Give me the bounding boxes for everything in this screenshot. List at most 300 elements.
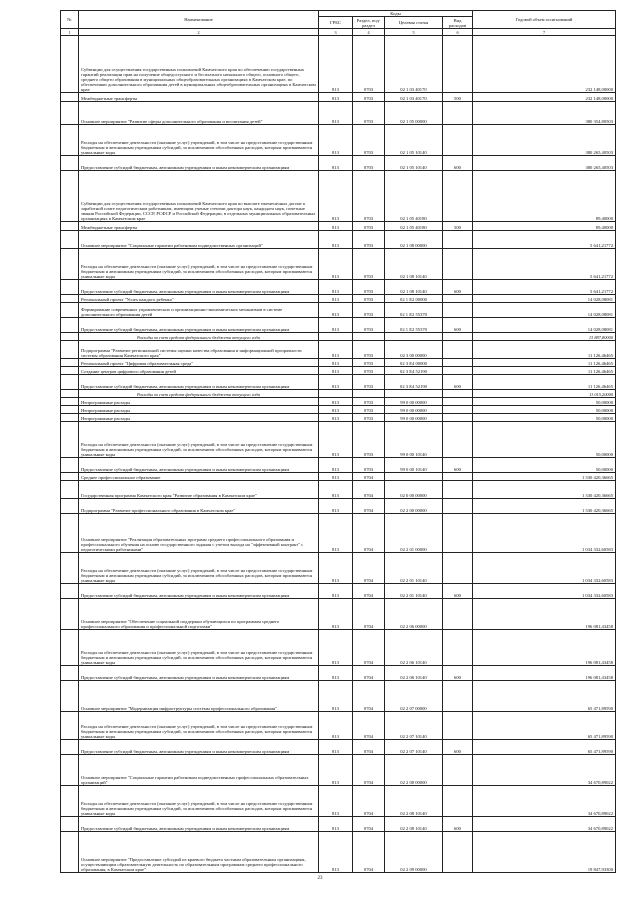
table-row bbox=[61, 422, 616, 458]
cell-kind bbox=[443, 630, 473, 666]
cell-kind bbox=[443, 599, 473, 630]
cell-amount: 14 028,08081 bbox=[473, 303, 616, 318]
cell-amount: 11 126,46465 bbox=[473, 367, 616, 375]
cell-amount: 11 126,46465 bbox=[473, 359, 616, 367]
cell-grbs: 813 bbox=[319, 499, 353, 514]
cell-amount: 89,40000 bbox=[473, 171, 616, 222]
cell-section: 0704 bbox=[353, 584, 385, 599]
cell-amount: 19 847,93300 bbox=[473, 832, 616, 873]
cell-section bbox=[353, 390, 385, 398]
cell-target: 02 2 08 00000 bbox=[385, 755, 443, 786]
cell-section: 0703 bbox=[353, 422, 385, 458]
cell-target: 02 1 08 10140 bbox=[385, 249, 443, 280]
cell-kind: 600 bbox=[443, 156, 473, 171]
cell-amount: 1 330 420,36665 bbox=[473, 499, 616, 514]
cell-grbs: 813 bbox=[319, 630, 353, 666]
cell-kind bbox=[443, 832, 473, 873]
cell-grbs: 813 bbox=[319, 553, 353, 584]
cell-grbs: 813 bbox=[319, 599, 353, 630]
cell-section: 0704 bbox=[353, 599, 385, 630]
cell-target: 02 2 09 00000 bbox=[385, 832, 443, 873]
cell-grbs: 813 bbox=[319, 414, 353, 422]
cell-target bbox=[385, 473, 443, 481]
cell-name: Непрограммные расходы bbox=[79, 414, 319, 422]
cell-kind bbox=[443, 514, 473, 553]
table-row bbox=[61, 406, 616, 414]
cell-amount: 13 887,80000 bbox=[473, 333, 616, 341]
cell-grbs: 813 bbox=[319, 231, 353, 249]
cell-section: 0704 bbox=[353, 817, 385, 832]
cell-kind: 600 bbox=[443, 375, 473, 390]
header-name: Наименование bbox=[79, 11, 319, 29]
cell-grbs: 813 bbox=[319, 817, 353, 832]
cell-amount: 50,00000 bbox=[473, 414, 616, 422]
table-row bbox=[61, 398, 616, 406]
cell-name: Предоставление субсидий бюджетным, автономным учреждениям и иным некоммерческим организациям bbox=[79, 666, 319, 681]
table-row bbox=[61, 295, 616, 303]
cell-section: 0703 bbox=[353, 156, 385, 171]
cell-name: Предоставление субсидий бюджетным, автономным учреждениям и иным некоммерческим организациям bbox=[79, 458, 319, 473]
cell-name: Предоставление субсидий бюджетным, автономным учреждениям и иным некоммерческим организациям bbox=[79, 584, 319, 599]
cell-section: 0704 bbox=[353, 832, 385, 873]
cell-no bbox=[61, 102, 79, 125]
header-no: № bbox=[61, 11, 79, 29]
cell-name: Расходы на обеспечение деятельности (оказание услуг) учреждений, в том числе на предоставление государственным бюджетным и автономным учреждениям субсидий, за исключением обособленных расходов, которым присваиваются уникальные коды bbox=[79, 422, 319, 458]
cell-grbs: 813 bbox=[319, 36, 353, 93]
cell-no bbox=[61, 473, 79, 481]
cell-target: 02 0 00 00000 bbox=[385, 481, 443, 499]
budget-table-sheet bbox=[60, 10, 615, 873]
table-row bbox=[61, 367, 616, 375]
cell-target: 02 1 05 10140 bbox=[385, 156, 443, 171]
cell-kind: 600 bbox=[443, 280, 473, 295]
cell-grbs: 813 bbox=[319, 318, 353, 333]
table-row bbox=[61, 630, 616, 666]
cell-no bbox=[61, 458, 79, 473]
cell-name: Государственная программа Камчатского края "Развитие образования в Камчатском крае" bbox=[79, 481, 319, 499]
cell-kind: 600 bbox=[443, 740, 473, 755]
cell-name: Межбюджетные трансферты bbox=[79, 93, 319, 102]
cell-target: 02 2 07 10140 bbox=[385, 712, 443, 740]
cell-section: 0703 bbox=[353, 231, 385, 249]
cell-section: 0703 bbox=[353, 125, 385, 156]
cell-name: Основное мероприятие "Модернизация инфраструктуры системы профессионального образования" bbox=[79, 681, 319, 712]
cell-grbs: 813 bbox=[319, 422, 353, 458]
cell-name: Подпрограмма "Развитие профессионального образования в Камчатском крае" bbox=[79, 499, 319, 514]
cell-section: 0704 bbox=[353, 666, 385, 681]
cell-name: Основное мероприятие "Социальные гарантии работникам подведомственных организаций" bbox=[79, 231, 319, 249]
cell-no bbox=[61, 341, 79, 359]
cell-kind bbox=[443, 481, 473, 499]
cell-target: 02 1 05 40180 bbox=[385, 171, 443, 222]
cell-no bbox=[61, 514, 79, 553]
cell-amount: 380 265,40503 bbox=[473, 125, 616, 156]
cell-target: 99 0 00 10140 bbox=[385, 422, 443, 458]
cell-kind: 600 bbox=[443, 318, 473, 333]
cell-no bbox=[61, 406, 79, 414]
cell-section: 0704 bbox=[353, 740, 385, 755]
cell-kind bbox=[443, 231, 473, 249]
cell-grbs: 813 bbox=[319, 398, 353, 406]
table-row bbox=[61, 553, 616, 584]
cell-target: 02 3 E4 52190 bbox=[385, 367, 443, 375]
cell-name: Субвенции для осуществления государственных полномочий Камчатского края по обеспечению государственных гарантий реализации прав на получение общедоступного и бесплатного начального общего, основного общего, среднего общего образования в муниципальных общеобразовательных организациях в Камчатском крае, по обеспечению дополнительного образования детей в муниципальных общеобразовательных организациях в Камчатском крае bbox=[79, 36, 319, 93]
cell-name: Субвенции для осуществления государственных полномочий Камчатского края по выплате ежемесячных доплат к заработной плате педагогическим работникам, имеющим ученые степени доктора наук, кандидата наук, почетные звания Российской Федерации, СССР, РСФСР и Российской Федерации, в отдельных муниципальных образовательных организациях в Камчатском крае bbox=[79, 171, 319, 222]
cell-kind: 500 bbox=[443, 93, 473, 102]
cell-section: 0703 bbox=[353, 458, 385, 473]
cell-amount: 196 081,43458 bbox=[473, 630, 616, 666]
cell-name: Предоставление субсидий бюджетным, автономным учреждениям и иным некоммерческим организациям bbox=[79, 318, 319, 333]
cell-kind bbox=[443, 499, 473, 514]
cell-grbs: 813 bbox=[319, 125, 353, 156]
cell-kind: 600 bbox=[443, 458, 473, 473]
cell-target: 02 2 01 10140 bbox=[385, 553, 443, 584]
table-row bbox=[61, 171, 616, 222]
cell-grbs: 813 bbox=[319, 481, 353, 499]
table-row bbox=[61, 712, 616, 740]
column-numbers-row bbox=[61, 29, 616, 36]
cell-grbs: 813 bbox=[319, 359, 353, 367]
cell-target: 02 2 08 10140 bbox=[385, 786, 443, 817]
table-row-federal-note bbox=[61, 333, 616, 341]
table-row bbox=[61, 599, 616, 630]
cell-no bbox=[61, 481, 79, 499]
cell-grbs: 813 bbox=[319, 458, 353, 473]
cell-grbs: 813 bbox=[319, 666, 353, 681]
cell-target: 99 0 00 10140 bbox=[385, 458, 443, 473]
table-row bbox=[61, 681, 616, 712]
column-number: 7 bbox=[473, 29, 616, 36]
table-row bbox=[61, 786, 616, 817]
cell-amount: 1 330 420,36665 bbox=[473, 481, 616, 499]
cell-amount: 65 471,89590 bbox=[473, 740, 616, 755]
cell-target: 02 2 06 00000 bbox=[385, 599, 443, 630]
cell-no bbox=[61, 231, 79, 249]
cell-target: 02 3 E4 52190 bbox=[385, 375, 443, 390]
cell-name: Основное мероприятие "Реализация образовательных программ среднего профессионального образования и профессионального обучения на основе государственного задания с учетом выхода на "эффективный контракт" с педагогическими работниками" bbox=[79, 514, 319, 553]
cell-amount: 380 265,40503 bbox=[473, 156, 616, 171]
cell-name: Создание центров цифрового образования детей bbox=[79, 367, 319, 375]
table-row bbox=[61, 499, 616, 514]
table-row bbox=[61, 156, 616, 171]
cell-section: 0703 bbox=[353, 375, 385, 390]
cell-section: 0703 bbox=[353, 406, 385, 414]
cell-name: Основное мероприятие "Развитие сферы дополнительного образования и воспитания детей" bbox=[79, 102, 319, 125]
cell-grbs: 813 bbox=[319, 406, 353, 414]
header-grbs: ГРБС bbox=[319, 17, 353, 29]
cell-no bbox=[61, 222, 79, 231]
cell-section bbox=[353, 333, 385, 341]
table-row bbox=[61, 231, 616, 249]
budget-table bbox=[60, 10, 616, 873]
cell-amount: 232 148,00000 bbox=[473, 93, 616, 102]
cell-kind bbox=[443, 341, 473, 359]
cell-kind bbox=[443, 414, 473, 422]
cell-name: Среднее профессиональное образование bbox=[79, 473, 319, 481]
cell-section: 0703 bbox=[353, 341, 385, 359]
cell-grbs: 813 bbox=[319, 249, 353, 280]
table-body bbox=[61, 36, 616, 873]
cell-no bbox=[61, 280, 79, 295]
table-row bbox=[61, 740, 616, 755]
cell-target: 02 1 03 40170 bbox=[385, 93, 443, 102]
cell-target: 02 1 05 40180 bbox=[385, 222, 443, 231]
cell-target: 02 2 01 10140 bbox=[385, 584, 443, 599]
cell-no bbox=[61, 359, 79, 367]
cell-no bbox=[61, 156, 79, 171]
cell-target: 02 1 05 10140 bbox=[385, 125, 443, 156]
cell-amount: 196 081,43458 bbox=[473, 666, 616, 681]
cell-no bbox=[61, 318, 79, 333]
cell-grbs: 813 bbox=[319, 303, 353, 318]
table-row bbox=[61, 341, 616, 359]
cell-grbs: 813 bbox=[319, 171, 353, 222]
cell-grbs: 813 bbox=[319, 156, 353, 171]
cell-no bbox=[61, 125, 79, 156]
cell-section: 0704 bbox=[353, 786, 385, 817]
cell-no bbox=[61, 303, 79, 318]
cell-amount: 5 641,21772 bbox=[473, 231, 616, 249]
cell-target: 99 0 00 00000 bbox=[385, 406, 443, 414]
cell-grbs: 813 bbox=[319, 514, 353, 553]
table-row bbox=[61, 303, 616, 318]
cell-target bbox=[385, 333, 443, 341]
cell-target: 02 2 07 00000 bbox=[385, 681, 443, 712]
table-row bbox=[61, 473, 616, 481]
cell-target: 02 3 00 00000 bbox=[385, 341, 443, 359]
cell-section: 0704 bbox=[353, 481, 385, 499]
cell-target: 02 1 03 40170 bbox=[385, 36, 443, 93]
header-kind: Вид расходов bbox=[443, 17, 473, 29]
table-row bbox=[61, 414, 616, 422]
cell-name: Основное мероприятие "Социальные гарантии работникам подведомственных профессиональных образовательных организаций" bbox=[79, 755, 319, 786]
cell-kind: 600 bbox=[443, 666, 473, 681]
cell-kind bbox=[443, 406, 473, 414]
table-row bbox=[61, 125, 616, 156]
table-row bbox=[61, 249, 616, 280]
cell-section: 0704 bbox=[353, 473, 385, 481]
cell-amount: 196 081,43458 bbox=[473, 599, 616, 630]
cell-name: Расходы на обеспечение деятельности (оказание услуг) учреждений, в том числе на предоставление государственным бюджетным и автономным учреждениям субсидий, за исключением обособленных расходов, которым присваиваются уникальные коды bbox=[79, 630, 319, 666]
cell-kind bbox=[443, 422, 473, 458]
cell-section: 0703 bbox=[353, 249, 385, 280]
table-row bbox=[61, 755, 616, 786]
cell-amount: 1 034 332,60583 bbox=[473, 584, 616, 599]
cell-kind bbox=[443, 390, 473, 398]
column-number: 5 bbox=[385, 29, 443, 36]
cell-name: Предоставление субсидий бюджетным, автономным учреждениям и иным некоммерческим организациям bbox=[79, 740, 319, 755]
cell-section: 0703 bbox=[353, 367, 385, 375]
cell-amount: 232 148,00000 bbox=[473, 36, 616, 93]
cell-kind bbox=[443, 367, 473, 375]
cell-section: 0704 bbox=[353, 499, 385, 514]
table-row bbox=[61, 375, 616, 390]
cell-grbs: 813 bbox=[319, 375, 353, 390]
cell-no bbox=[61, 786, 79, 817]
cell-name: Межбюджетные трансферты bbox=[79, 222, 319, 231]
cell-section: 0703 bbox=[353, 222, 385, 231]
cell-section: 0703 bbox=[353, 295, 385, 303]
cell-name: Основное мероприятие "Обеспечение социальной поддержки обучающихся по программам среднего профессионального образования и профессиональной подготовки" bbox=[79, 599, 319, 630]
cell-no bbox=[61, 740, 79, 755]
cell-amount: 11 126,46465 bbox=[473, 375, 616, 390]
cell-kind bbox=[443, 398, 473, 406]
cell-no bbox=[61, 630, 79, 666]
cell-kind: 600 bbox=[443, 817, 473, 832]
cell-amount: 89,40000 bbox=[473, 222, 616, 231]
cell-amount: 1 330 420,36665 bbox=[473, 473, 616, 481]
cell-kind bbox=[443, 171, 473, 222]
cell-kind bbox=[443, 333, 473, 341]
table-row bbox=[61, 832, 616, 873]
header-section: Раздел, под-раздел bbox=[353, 17, 385, 29]
cell-grbs: 813 bbox=[319, 222, 353, 231]
cell-section: 0703 bbox=[353, 398, 385, 406]
cell-amount: 34 670,89022 bbox=[473, 786, 616, 817]
column-number: 2 bbox=[79, 29, 319, 36]
column-number: 3 bbox=[319, 29, 353, 36]
cell-kind bbox=[443, 712, 473, 740]
cell-grbs bbox=[319, 333, 353, 341]
cell-amount: 14 028,08081 bbox=[473, 318, 616, 333]
cell-amount: 34 670,89022 bbox=[473, 755, 616, 786]
cell-target: 02 2 06 10140 bbox=[385, 666, 443, 681]
table-header bbox=[61, 11, 616, 36]
column-number: 1 bbox=[61, 29, 79, 36]
table-row bbox=[61, 359, 616, 367]
cell-target bbox=[385, 390, 443, 398]
cell-amount: 5 641,21772 bbox=[473, 249, 616, 280]
page-number: 23 bbox=[317, 876, 323, 881]
cell-no bbox=[61, 832, 79, 873]
cell-name: Предоставление субсидий бюджетным, автономным учреждениям и иным некоммерческим организациям bbox=[79, 280, 319, 295]
cell-no bbox=[61, 398, 79, 406]
table-row bbox=[61, 481, 616, 499]
cell-section: 0703 bbox=[353, 171, 385, 222]
cell-no bbox=[61, 666, 79, 681]
cell-section: 0704 bbox=[353, 630, 385, 666]
cell-section: 0704 bbox=[353, 681, 385, 712]
cell-target: 02 2 08 10140 bbox=[385, 817, 443, 832]
cell-kind bbox=[443, 755, 473, 786]
cell-name: Расходы на обеспечение деятельности (оказание услуг) учреждений, в том числе на предоставление государственным бюджетным и автономным учреждениям субсидий, за исключением обособленных расходов, которым присваиваются уникальные коды bbox=[79, 712, 319, 740]
cell-no bbox=[61, 390, 79, 398]
cell-grbs: 813 bbox=[319, 681, 353, 712]
table-row-federal-note bbox=[61, 390, 616, 398]
table-row bbox=[61, 318, 616, 333]
cell-section: 0703 bbox=[353, 36, 385, 93]
cell-section: 0703 bbox=[353, 93, 385, 102]
cell-section: 0703 bbox=[353, 280, 385, 295]
cell-grbs: 813 bbox=[319, 367, 353, 375]
cell-amount: 1 034 332,60583 bbox=[473, 553, 616, 584]
cell-no bbox=[61, 584, 79, 599]
table-row bbox=[61, 514, 616, 553]
cell-name: Расходы за счет средств федерального бюджета текущего года bbox=[79, 390, 319, 398]
cell-section: 0704 bbox=[353, 755, 385, 786]
header-codes: Коды bbox=[319, 11, 473, 17]
cell-target: 99 0 00 00000 bbox=[385, 414, 443, 422]
cell-amount: 34 670,89022 bbox=[473, 817, 616, 832]
cell-amount: 65 471,89590 bbox=[473, 681, 616, 712]
cell-no bbox=[61, 817, 79, 832]
cell-kind bbox=[443, 249, 473, 280]
cell-kind bbox=[443, 102, 473, 125]
cell-kind bbox=[443, 295, 473, 303]
header-target: Целевая статья bbox=[385, 17, 443, 29]
cell-kind: 600 bbox=[443, 584, 473, 599]
cell-grbs bbox=[319, 390, 353, 398]
cell-name: Расходы на обеспечение деятельности (оказание услуг) учреждений, в том числе на предоставление государственным бюджетным и автономным учреждениям субсидий, за исключением обособленных расходов, которым присваиваются уникальные коды bbox=[79, 553, 319, 584]
cell-kind bbox=[443, 681, 473, 712]
cell-section: 0703 bbox=[353, 359, 385, 367]
cell-grbs: 813 bbox=[319, 832, 353, 873]
cell-name: Непрограммные расходы bbox=[79, 398, 319, 406]
cell-name: Расходы на обеспечение деятельности (оказание услуг) учреждений, в том числе на предоставление государственным бюджетным и автономным учреждениям субсидий, за исключением обособленных расходов, которым присваиваются уникальные коды bbox=[79, 249, 319, 280]
cell-target: 02 1 E2 55370 bbox=[385, 318, 443, 333]
header-amount: Годовой объем ассигнований bbox=[473, 11, 616, 29]
table-row bbox=[61, 93, 616, 102]
cell-no bbox=[61, 755, 79, 786]
cell-target: 02 1 08 10140 bbox=[385, 280, 443, 295]
cell-amount: 50,00000 bbox=[473, 406, 616, 414]
cell-no bbox=[61, 712, 79, 740]
cell-grbs: 813 bbox=[319, 712, 353, 740]
cell-target: 02 2 01 00000 bbox=[385, 514, 443, 553]
cell-target: 02 1 E2 55370 bbox=[385, 303, 443, 318]
cell-no bbox=[61, 681, 79, 712]
cell-grbs: 813 bbox=[319, 584, 353, 599]
table-row bbox=[61, 102, 616, 125]
cell-grbs: 813 bbox=[319, 755, 353, 786]
cell-amount: 50,00000 bbox=[473, 398, 616, 406]
cell-no bbox=[61, 249, 79, 280]
table-row bbox=[61, 666, 616, 681]
cell-section: 0703 bbox=[353, 318, 385, 333]
cell-target: 99 0 00 00000 bbox=[385, 398, 443, 406]
cell-kind bbox=[443, 553, 473, 584]
cell-no bbox=[61, 93, 79, 102]
table-row bbox=[61, 817, 616, 832]
cell-kind bbox=[443, 36, 473, 93]
cell-name: Предоставление субсидий бюджетным, автономным учреждениям и иным некоммерческим организациям bbox=[79, 156, 319, 171]
cell-kind bbox=[443, 359, 473, 367]
cell-grbs: 813 bbox=[319, 740, 353, 755]
cell-name: Предоставление субсидий бюджетным, автономным учреждениям и иным некоммерческим организациям bbox=[79, 817, 319, 832]
cell-name: Региональный проект "Цифровая образовательная среда" bbox=[79, 359, 319, 367]
cell-no bbox=[61, 553, 79, 584]
cell-section: 0703 bbox=[353, 102, 385, 125]
cell-name: Расходы за счет средств федерального бюджета текущего года bbox=[79, 333, 319, 341]
cell-amount: 380 354,80503 bbox=[473, 102, 616, 125]
cell-name: Непрограммные расходы bbox=[79, 406, 319, 414]
cell-no bbox=[61, 422, 79, 458]
cell-grbs: 813 bbox=[319, 786, 353, 817]
cell-no bbox=[61, 171, 79, 222]
cell-no bbox=[61, 599, 79, 630]
cell-name: Региональный проект "Успех каждого ребенка" bbox=[79, 295, 319, 303]
cell-amount: 1 034 332,60583 bbox=[473, 514, 616, 553]
cell-section: 0704 bbox=[353, 514, 385, 553]
cell-name: Предоставление субсидий бюджетным, автономным учреждениям и иным некоммерческим организациям bbox=[79, 375, 319, 390]
column-number: 4 bbox=[353, 29, 385, 36]
cell-no bbox=[61, 414, 79, 422]
cell-target: 02 2 07 10140 bbox=[385, 740, 443, 755]
cell-kind bbox=[443, 303, 473, 318]
cell-grbs: 813 bbox=[319, 341, 353, 359]
cell-section: 0704 bbox=[353, 553, 385, 584]
cell-no bbox=[61, 295, 79, 303]
